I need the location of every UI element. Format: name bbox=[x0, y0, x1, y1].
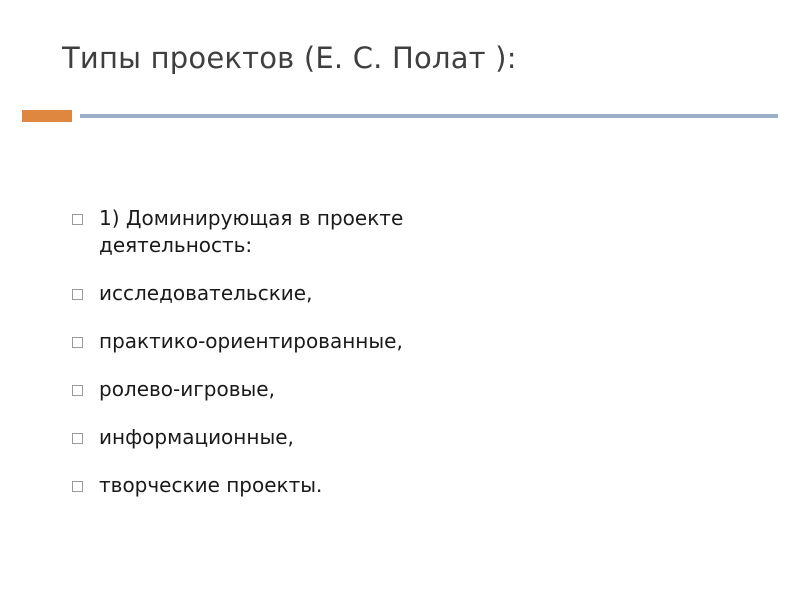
list-item bbox=[72, 424, 732, 451]
list-item-label: исследовательские, bbox=[99, 281, 313, 305]
list-item bbox=[72, 376, 732, 403]
square-bullet-icon bbox=[72, 385, 83, 396]
list-item-label: ролево-игровые, bbox=[99, 377, 275, 401]
square-bullet-icon bbox=[72, 289, 83, 300]
square-bullet-icon bbox=[72, 214, 83, 225]
square-bullet-icon bbox=[72, 433, 83, 444]
divider-accent-block bbox=[22, 110, 72, 122]
list-item-label: творческие проекты. bbox=[99, 473, 323, 497]
list-item-label: 1) Доминирующая в проекте деятельность: bbox=[99, 206, 404, 257]
divider-line bbox=[80, 114, 778, 118]
list-item bbox=[72, 205, 732, 259]
title-divider bbox=[22, 110, 778, 122]
bullet-list bbox=[72, 205, 732, 520]
page-title: Типы проектов (Е. С. Полат ): bbox=[62, 41, 517, 75]
list-item-label: практико-ориентированные, bbox=[99, 329, 403, 353]
list-item bbox=[72, 280, 732, 307]
square-bullet-icon bbox=[72, 481, 83, 492]
list-item-label: информационные, bbox=[99, 425, 294, 449]
square-bullet-icon bbox=[72, 337, 83, 348]
list-item bbox=[72, 328, 732, 355]
list-item bbox=[72, 472, 732, 499]
